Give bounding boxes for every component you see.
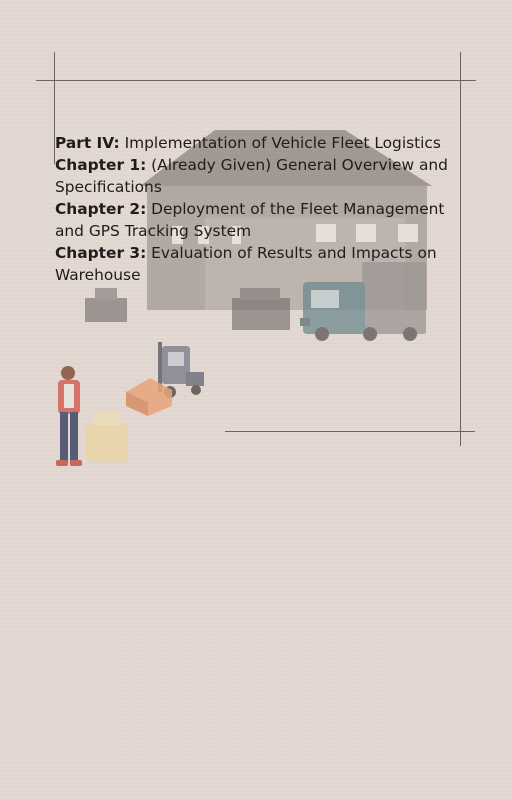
toc-entry-chapter-2 bbox=[55, 198, 475, 242]
toc-entry-chapter-3 bbox=[55, 242, 475, 286]
toc-title: Evaluation of Results and Impacts on Warehouse bbox=[55, 244, 437, 284]
toc-label: Chapter 1: bbox=[55, 156, 147, 174]
toc-entry-part-4 bbox=[55, 132, 475, 154]
toc-title: Deployment of the Fleet Management and GPS Tracking System bbox=[55, 200, 445, 240]
table-of-contents bbox=[55, 132, 475, 286]
toc-title: (Already Given) General Overview and Specifications bbox=[55, 156, 448, 196]
warehouse-worker-icon bbox=[56, 366, 82, 466]
toc-label: Part IV: bbox=[55, 134, 120, 152]
toc-label: Chapter 3: bbox=[55, 244, 147, 262]
toc-entry-chapter-1 bbox=[55, 154, 475, 198]
toc-title: Implementation of Vehicle Fleet Logistics bbox=[124, 134, 441, 152]
pallet-boxes-yellow-icon bbox=[86, 412, 128, 462]
toc-label: Chapter 2: bbox=[55, 200, 147, 218]
